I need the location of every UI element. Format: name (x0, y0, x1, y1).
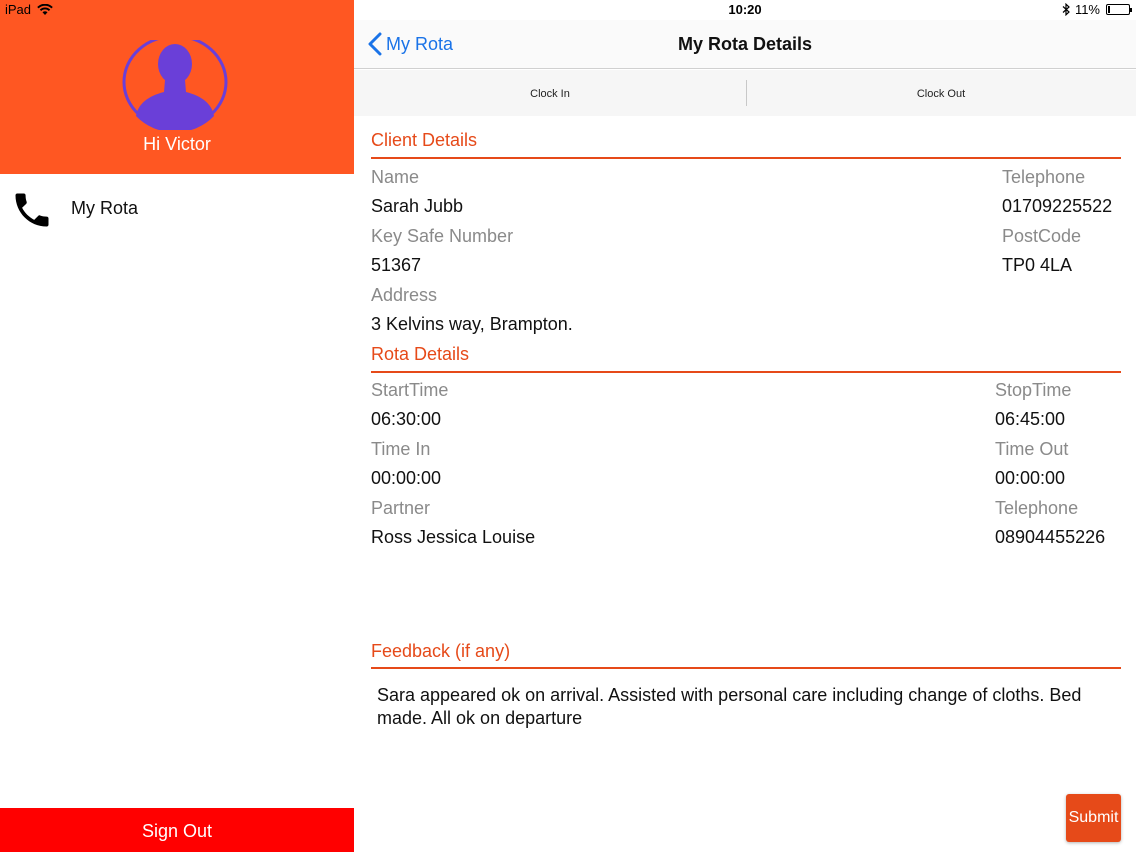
bluetooth-icon (1062, 3, 1071, 16)
chevron-left-icon (368, 32, 382, 56)
client-name-value: Sarah Jubb (371, 196, 464, 216)
avatar-icon (122, 34, 228, 130)
address-value: 3 Kelvins way, Brampton. (371, 314, 573, 334)
start-time-value: 06:30:00 (371, 409, 442, 429)
sidebar-header (0, 0, 354, 174)
clock-toolbar (354, 70, 1136, 116)
partner-telephone-label: Telephone (995, 498, 1079, 518)
feedback-title: Feedback (if any) (371, 641, 511, 661)
back-button[interactable] (368, 32, 453, 56)
partner-telephone-value: 08904455226 (995, 527, 1106, 547)
back-label: My Rota (386, 33, 454, 54)
main-panel (354, 0, 1136, 852)
status-bar (354, 0, 1136, 20)
sign-out-button[interactable]: Sign Out (0, 808, 354, 852)
time-out-value: 00:00:00 (995, 468, 1066, 488)
time-in-label: Time In (371, 439, 431, 459)
postcode-value: TP0 4LA (1002, 255, 1073, 275)
postcode-label: PostCode (1002, 226, 1082, 246)
address-label: Address (371, 285, 438, 305)
clock-in-button[interactable]: Clock In (530, 88, 570, 100)
client-telephone-value: 01709225522 (1002, 196, 1113, 216)
submit-button[interactable]: Submit (1066, 794, 1121, 842)
feedback-textarea[interactable]: Sara appeared ok on arrival. Assisted with personal care including change of cloths. Bed made. All ok on departure (377, 685, 1082, 728)
rota-details-divider (371, 371, 1121, 373)
rota-details-title: Rota Details (371, 344, 470, 364)
start-time-label: StartTime (371, 380, 449, 400)
key-safe-label: Key Safe Number (371, 226, 514, 246)
status-right (1062, 2, 1130, 17)
stop-time-value: 06:45:00 (995, 409, 1066, 429)
client-name-label: Name (371, 167, 420, 187)
greeting: Hi Victor (143, 134, 211, 154)
key-safe-value: 51367 (371, 255, 422, 275)
stop-time-label: StopTime (995, 380, 1072, 400)
battery-icon (1106, 4, 1130, 15)
clock-out-button[interactable]: Clock Out (916, 88, 966, 100)
wifi-icon (37, 4, 53, 16)
battery-fill (1108, 6, 1110, 13)
device-name: iPad (5, 2, 32, 17)
partner-label: Partner (371, 498, 431, 518)
status-left (5, 2, 53, 17)
partner-value: Ross Jessica Louise (371, 527, 536, 547)
status-time: 10:20 (728, 2, 762, 17)
phone-icon (10, 188, 54, 232)
time-out-label: Time Out (995, 439, 1069, 459)
sidebar-item-label: My Rota (71, 198, 139, 218)
page-title: My Rota Details (677, 34, 813, 54)
sidebar-item-my-rota[interactable] (0, 180, 354, 234)
time-in-value: 00:00:00 (371, 468, 442, 488)
sidebar (0, 0, 354, 852)
feedback-divider (371, 667, 1121, 669)
client-details-divider (371, 157, 1121, 159)
battery-percent: 11% (1074, 2, 1100, 17)
navigation-bar (354, 20, 1136, 69)
client-telephone-label: Telephone (1002, 167, 1086, 187)
client-details-title: Client Details (371, 130, 478, 150)
